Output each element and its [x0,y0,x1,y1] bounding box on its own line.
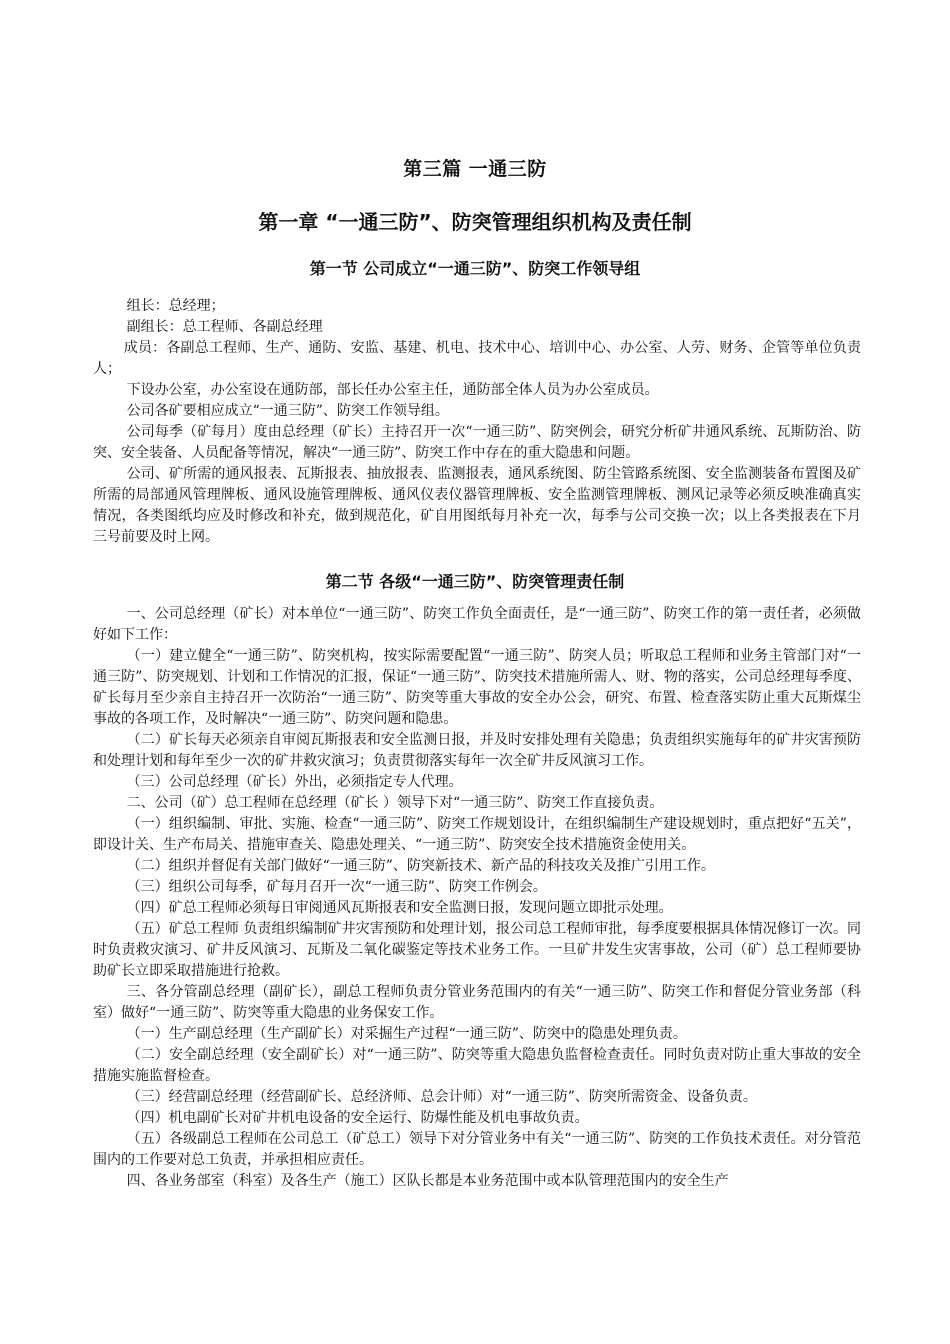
paragraph: 下设办公室，办公室设在通防部，部长任办公室主任，通防部全体人员为办公室成员。 [126,382,659,398]
paragraph: （四）矿总工程师必须每日审阅通风瓦斯报表和安全监测日报，发现问题立即批示处理。 [126,900,673,916]
paragraph: （二）矿长每天必须亲自审阅瓦斯报表和安全监测日报，并及时安排处理有关隐患；负责组织实施每年的矿井灾害预防和处理计划和每年至少一次的矿井救灾演习；负责贯彻落实每年一次全矿井反风演习工作。 [93,732,861,769]
paragraph: （四）机电副矿长对矿井机电设备的安全运行、防爆性能及机电事故负责。 [126,1110,589,1126]
paragraph: 成员：各副总工程师、生产、通防、安监、基建、机电、技术中心、培训中心、办公室、人劳、财务、企管等单位负责人； [93,340,861,377]
section-2-title: 第二节 各级“一通三防”、防突管理责任制 [325,572,625,591]
chapter-title: 第一章 “一通三防”、防突管理组织机构及责任制 [258,210,692,234]
part-title: 第三篇 一通三防 [403,158,547,180]
paragraph: （一）建立健全“一通三防”、防突机构，按实际需要配置“一通三防”、防突人员；听取总工程师和业务主管部门对“一通三防”、防突规划、计划和工作情况的汇报，保证“一通三防”、防突技术措施所需人、财、物的落实，公司总经理每季度、矿长每月至少亲自主持召开一次防治“一通三防”、防突等重大事故的安全办公会，研究、布置、检查落实防止重大瓦斯煤尘事故的各项工作，及时解决“一通三防”、防突问题和隐患。 [93,648,861,727]
paragraph: 二、公司（矿）总工程师在总经理（矿长 ）领导下对“一通三防”、防突工作直接负责。 [126,795,664,811]
section-1-title: 第一节 公司成立“一通三防”、防突工作领导组 [309,259,641,278]
paragraph: （二）安全副总经理（安全副矿长）对“一通三防”、防突等重大隐患负监督检查责任。同时负责对防止重大事故的安全措施实施监督检查。 [93,1047,861,1084]
paragraph: 三、各分管副总经理（副矿长），副总工程师负责分管业务范围内的有关“一通三防”、防突工作和督促分管业务部（科室）做好“一通三防”、防突等重大隐患的业务保安工作。 [93,984,861,1021]
section-1-body [93,296,861,548]
paragraph: （三）经营副总经理（经营副矿长、总经济师、总会计师）对“一通三防”、防突所需资金、设备负责。 [126,1089,757,1105]
paragraph: （三）组织公司每季，矿每月召开一次“一通三防”、防突工作例会。 [126,879,547,895]
paragraph: 公司各矿要相应成立“一通三防”、防突工作领导组。 [126,403,449,419]
paragraph: （一）生产副总经理（生产副矿长）对采掘生产过程“一通三防”、防突中的隐患处理负责。 [126,1026,687,1042]
paragraph: 公司、矿所需的通风报表、瓦斯报表、抽放报表、监测报表，通风系统图、防尘管路系统图、安全监测装备布置图及矿所需的局部通风管理牌板、通风设施管理牌板、通风仪表仪器管理牌板、安全监测管理牌板、测风记录等必须反映准确真实情况，各类图纸均应及时修改和补充，做到规范化，矿自用图纸每月补充一次，每季与公司交换一次；以上各类报表在下月三号前要及时上网。 [93,466,861,545]
paragraph: （一）组织编制、审批、实施、检查“一通三防”、防突工作规划设计，在组织编制生产建设规划时，重点把好“五关”，即设计关、生产布局关、措施审查关、隐患处理关、“一通三防”、防突安全技术措施资金使用关。 [93,816,861,853]
paragraph: （五）矿总工程师 负责组织编制矿井灾害预防和处理计划，报公司总工程师审批，每季度要根据具体情况修订一次。同时负责救灾演习、矿井反风演习、瓦斯及二氧化碳鉴定等技术业务工作。一旦矿井发生灾害事故，公司（矿）总工程师要协助矿长立即采取措施进行抢救。 [93,921,861,979]
paragraph: 一、公司总经理（矿长）对本单位“一通三防”、防突工作负全面责任，是“一通三防”、防突工作的第一责任者，必须做好如下工作： [93,606,861,643]
paragraph: （二）组织并督促有关部门做好“一通三防”、防突新技术、新产品的科技攻关及推广引用工作。 [126,858,715,874]
paragraph: 四、各业务部室（科室）及各生产（施工）区队长都是本业务范围中或本队管理范围内的安全生产 [126,1173,729,1189]
section-2-body [93,604,861,1192]
paragraph: （五）各级副总工程师在公司总工（矿总工）领导下对分管业务中有关“一通三防”、防突的工作负技术责任。对分管范围内的工作要对总工负责，并承担相应责任。 [93,1131,861,1168]
paragraph: （三）公司总经理（矿长）外出，必须指定专人代理。 [126,774,463,790]
paragraph: 副组长：总工程师、各副总经理 [126,319,323,335]
paragraph: 组长：总经理； [126,298,225,314]
paragraph: 公司每季（矿每月）度由总经理（矿长）主持召开一次“一通三防”、防突例会，研究分析矿井通风系统、瓦斯防治、防突、安全装备、人员配备等情况，解决“一通三防”、防突工作中存在的重大隐患和问题。 [93,424,861,461]
